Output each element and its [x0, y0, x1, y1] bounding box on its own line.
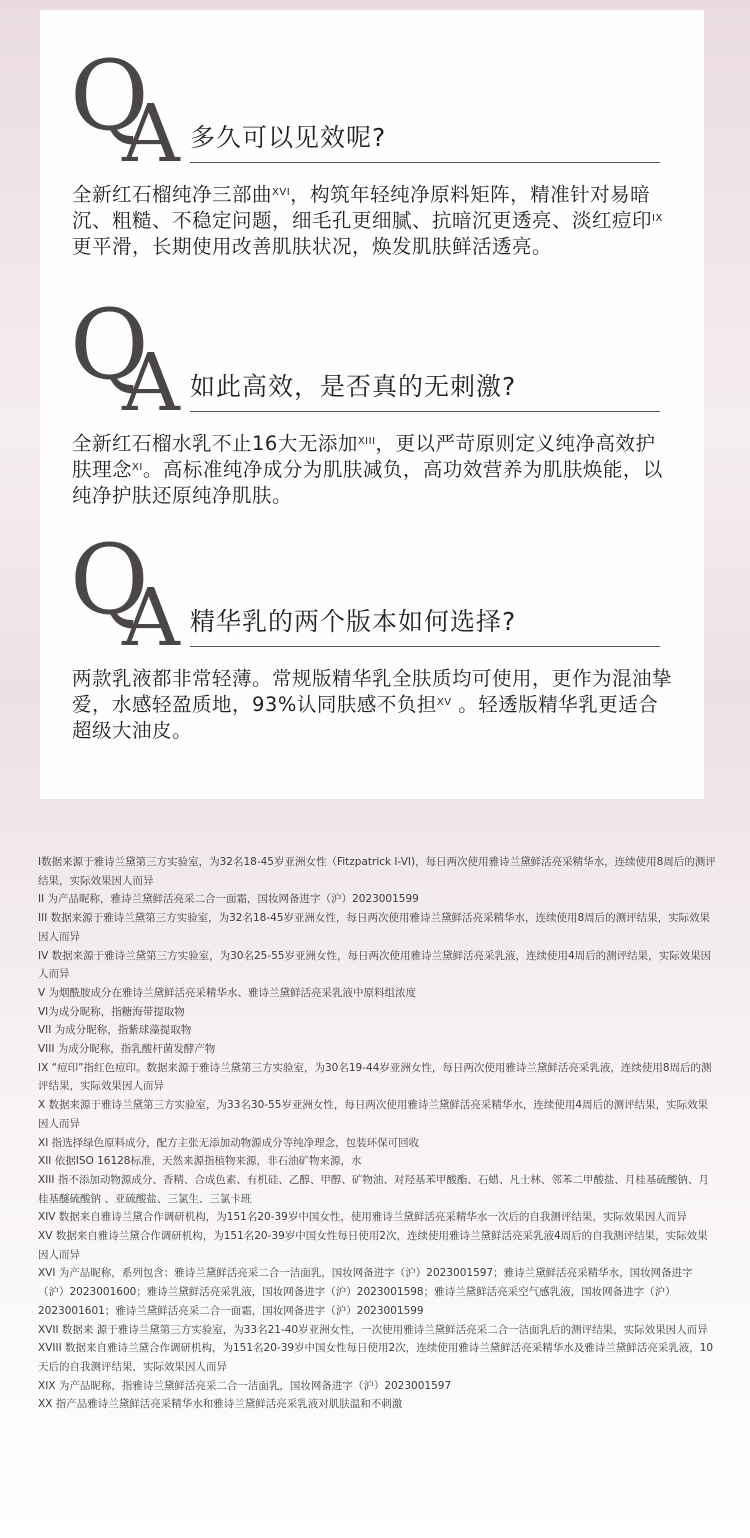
question-2: 如此高效，是否真的无刺激?	[190, 372, 517, 401]
answer-1: 全新红石榴纯净三部曲$^{XVI}$，构筑年轻纯净原料矩阵，精准针对易暗沉、粗糙、不稳定问题，细毛孔更细腻、抗暗沉更透亮、淡红痘印$^{IX}$更平滑，长期使用改善肌肤状况，焕发肌肤鲜活透亮。	[72, 183, 663, 258]
footnote: XVIII 数据来自雅诗兰黛合作调研机构，为151名20-39岁中国女性每日使用2次，连续使用雅诗兰黛鲜活亮采精华水及雅诗兰黛鲜活亮采乳液，10天后的自我测评结果，实际效果因人而异	[38, 1342, 714, 1373]
question-underline	[190, 646, 660, 647]
footnote: V 为烟酰胺成分在雅诗兰黛鲜活亮采精华水、雅诗兰黛鲜活亮采乳液中原料组浓度	[38, 986, 417, 999]
footnotes	[38, 853, 718, 1414]
qa-logo-icon	[70, 524, 200, 664]
footnote: XIV 数据来自雅诗兰黛合作调研机构，为151名20-39岁中国女性，使用雅诗兰黛鲜活亮采精华水一次后的自我测评结果，实际效果因人而异	[38, 1211, 687, 1224]
question-1: 多久可以见效呢?	[190, 123, 387, 152]
footnote: VIII 为成分昵称，指乳酸杆菌发酵产物	[38, 1043, 216, 1056]
question-underline	[190, 162, 660, 163]
footnote: IX “痘印”指红色痘印。数据来源于雅诗兰黛第三方实验室，为30名19-44岁亚洲女性，每日两次使用雅诗兰黛鲜活亮采乳液，连续使用8周后的测评结果，实际效果因人而异	[38, 1061, 712, 1093]
footnote: XVI 为产品昵称，系列包含：雅诗兰黛鲜活亮采二合一洁面乳，国妆网备进字（沪）2023001597；雅诗兰黛鲜活亮采精华水，国妆网备进字（沪）2023001600；雅诗兰黛鲜活亮采乳液，国妆网备进字（沪）2023001598；雅诗兰黛鲜活亮采空气感乳液，国妆网备进字（沪）2023001601；雅诗兰黛鲜活亮采二合一面霜，国妆网备进字（沪）2023001599	[38, 1267, 693, 1317]
footnote: III 数据来源于雅诗兰黛第三方实验室，为32名18-45岁亚洲女性，每日两次使用雅诗兰黛鲜活亮采精华水，连续使用8周后的测评结果，实际效果因人而异	[38, 912, 711, 943]
question-underline	[190, 411, 660, 412]
q-letter: Q	[70, 289, 141, 401]
footnote: I数据来源于雅诗兰黛第三方实验室，为32名18-45岁亚洲女性（Fitzpatrick I-VI)，每日两次使用雅诗兰黛鲜活亮采精华水，连续使用8周后的测评结果，实际效果因人而异	[38, 856, 716, 887]
footnote: XII 依据ISO 16128标准，天然来源指植物来源，非石油矿物来源，水	[38, 1155, 362, 1168]
q-letter: Q	[70, 40, 141, 152]
footnote: XX 指产品雅诗兰黛鲜活亮采精华水和雅诗兰黛鲜活亮采乳液对肌肤温和不刺激	[38, 1398, 403, 1411]
qa-logo-icon	[70, 40, 200, 180]
footnote: VII 为成分昵称，指紫球藻提取物	[38, 1024, 192, 1037]
footnote: XIX 为产品昵称，指雅诗兰黛鲜活亮采二合一洁面乳，国妆网备进字（沪）2023001597	[38, 1379, 452, 1392]
footnote: II 为产品昵称，雅诗兰黛鲜活亮采二合一面霜，国妆网备进字（沪）2023001599	[38, 893, 419, 906]
footnote: X 数据来源于雅诗兰黛第三方实验室，为33名30-55岁亚洲女性，每日两次使用雅诗兰黛鲜活亮采精华水，连续使用4周后的测评结果，实际效果因人而异	[38, 1099, 709, 1130]
footnote: XIII 指不添加动物源成分、香精、合成色素、有机硅、乙醇、甲醇、矿物油、对羟基苯甲酸酯、石蜡、凡士林、邻苯二甲酸盐、月桂基硫酸钠、月桂基醚硫酸钠 、亚硫酸盐、三氯生、三氯卡班	[38, 1173, 709, 1205]
footnote: XVII 数据来 源于雅诗兰黛第三方实验室，为33名21-40岁亚洲女性，一次使用雅诗兰黛鲜活亮采二合一洁面乳后的测评结果，实际效果因人而异	[38, 1323, 708, 1336]
a-letter: A	[122, 336, 180, 429]
footnote: VI为成分昵称，指糖海带提取物	[38, 1005, 185, 1018]
q-letter: Q	[70, 524, 141, 636]
answer-2: 全新红石榴水乳不止16大无添加$^{XIII}$，更以严苛原则定义纯净高效护肤理念$^{XI}$。高标准纯净成分为肌肤减负，高功效营养为肌肤焕能，以纯净护肤还原纯净肌肤。	[72, 432, 663, 507]
footnote: XV 数据来自雅诗兰黛合作调研机构，为151名20-39岁中国女性每日使用2次，连续使用雅诗兰黛鲜活亮采乳液4周后的自我测评结果，实际效果因人而异	[38, 1230, 708, 1261]
a-letter: A	[122, 571, 180, 664]
answer-3: 两款乳液都非常轻薄。常规版精华乳全肤质均可使用，更作为混油挚爱，水感轻盈质地，93%认同肤感不负担$^{XV}$ 。轻透版精华乳更适合超级大油皮。	[72, 667, 673, 742]
qa-logo-icon	[70, 289, 200, 429]
footnote: IV 数据来源于雅诗兰黛第三方实验室，为30名25-55岁亚洲女性，每日两次使用雅诗兰黛鲜活亮采乳液，连续使用4周后的测评结果，实际效果因人而异	[38, 949, 712, 981]
footnote: XI 指选择绿色原料成分，配方主张无添加动物源成分等纯净理念，包装环保可回收	[38, 1136, 420, 1149]
qa-card	[40, 10, 704, 799]
question-3: 精华乳的两个版本如何选择?	[190, 607, 517, 636]
a-letter: A	[122, 87, 180, 180]
